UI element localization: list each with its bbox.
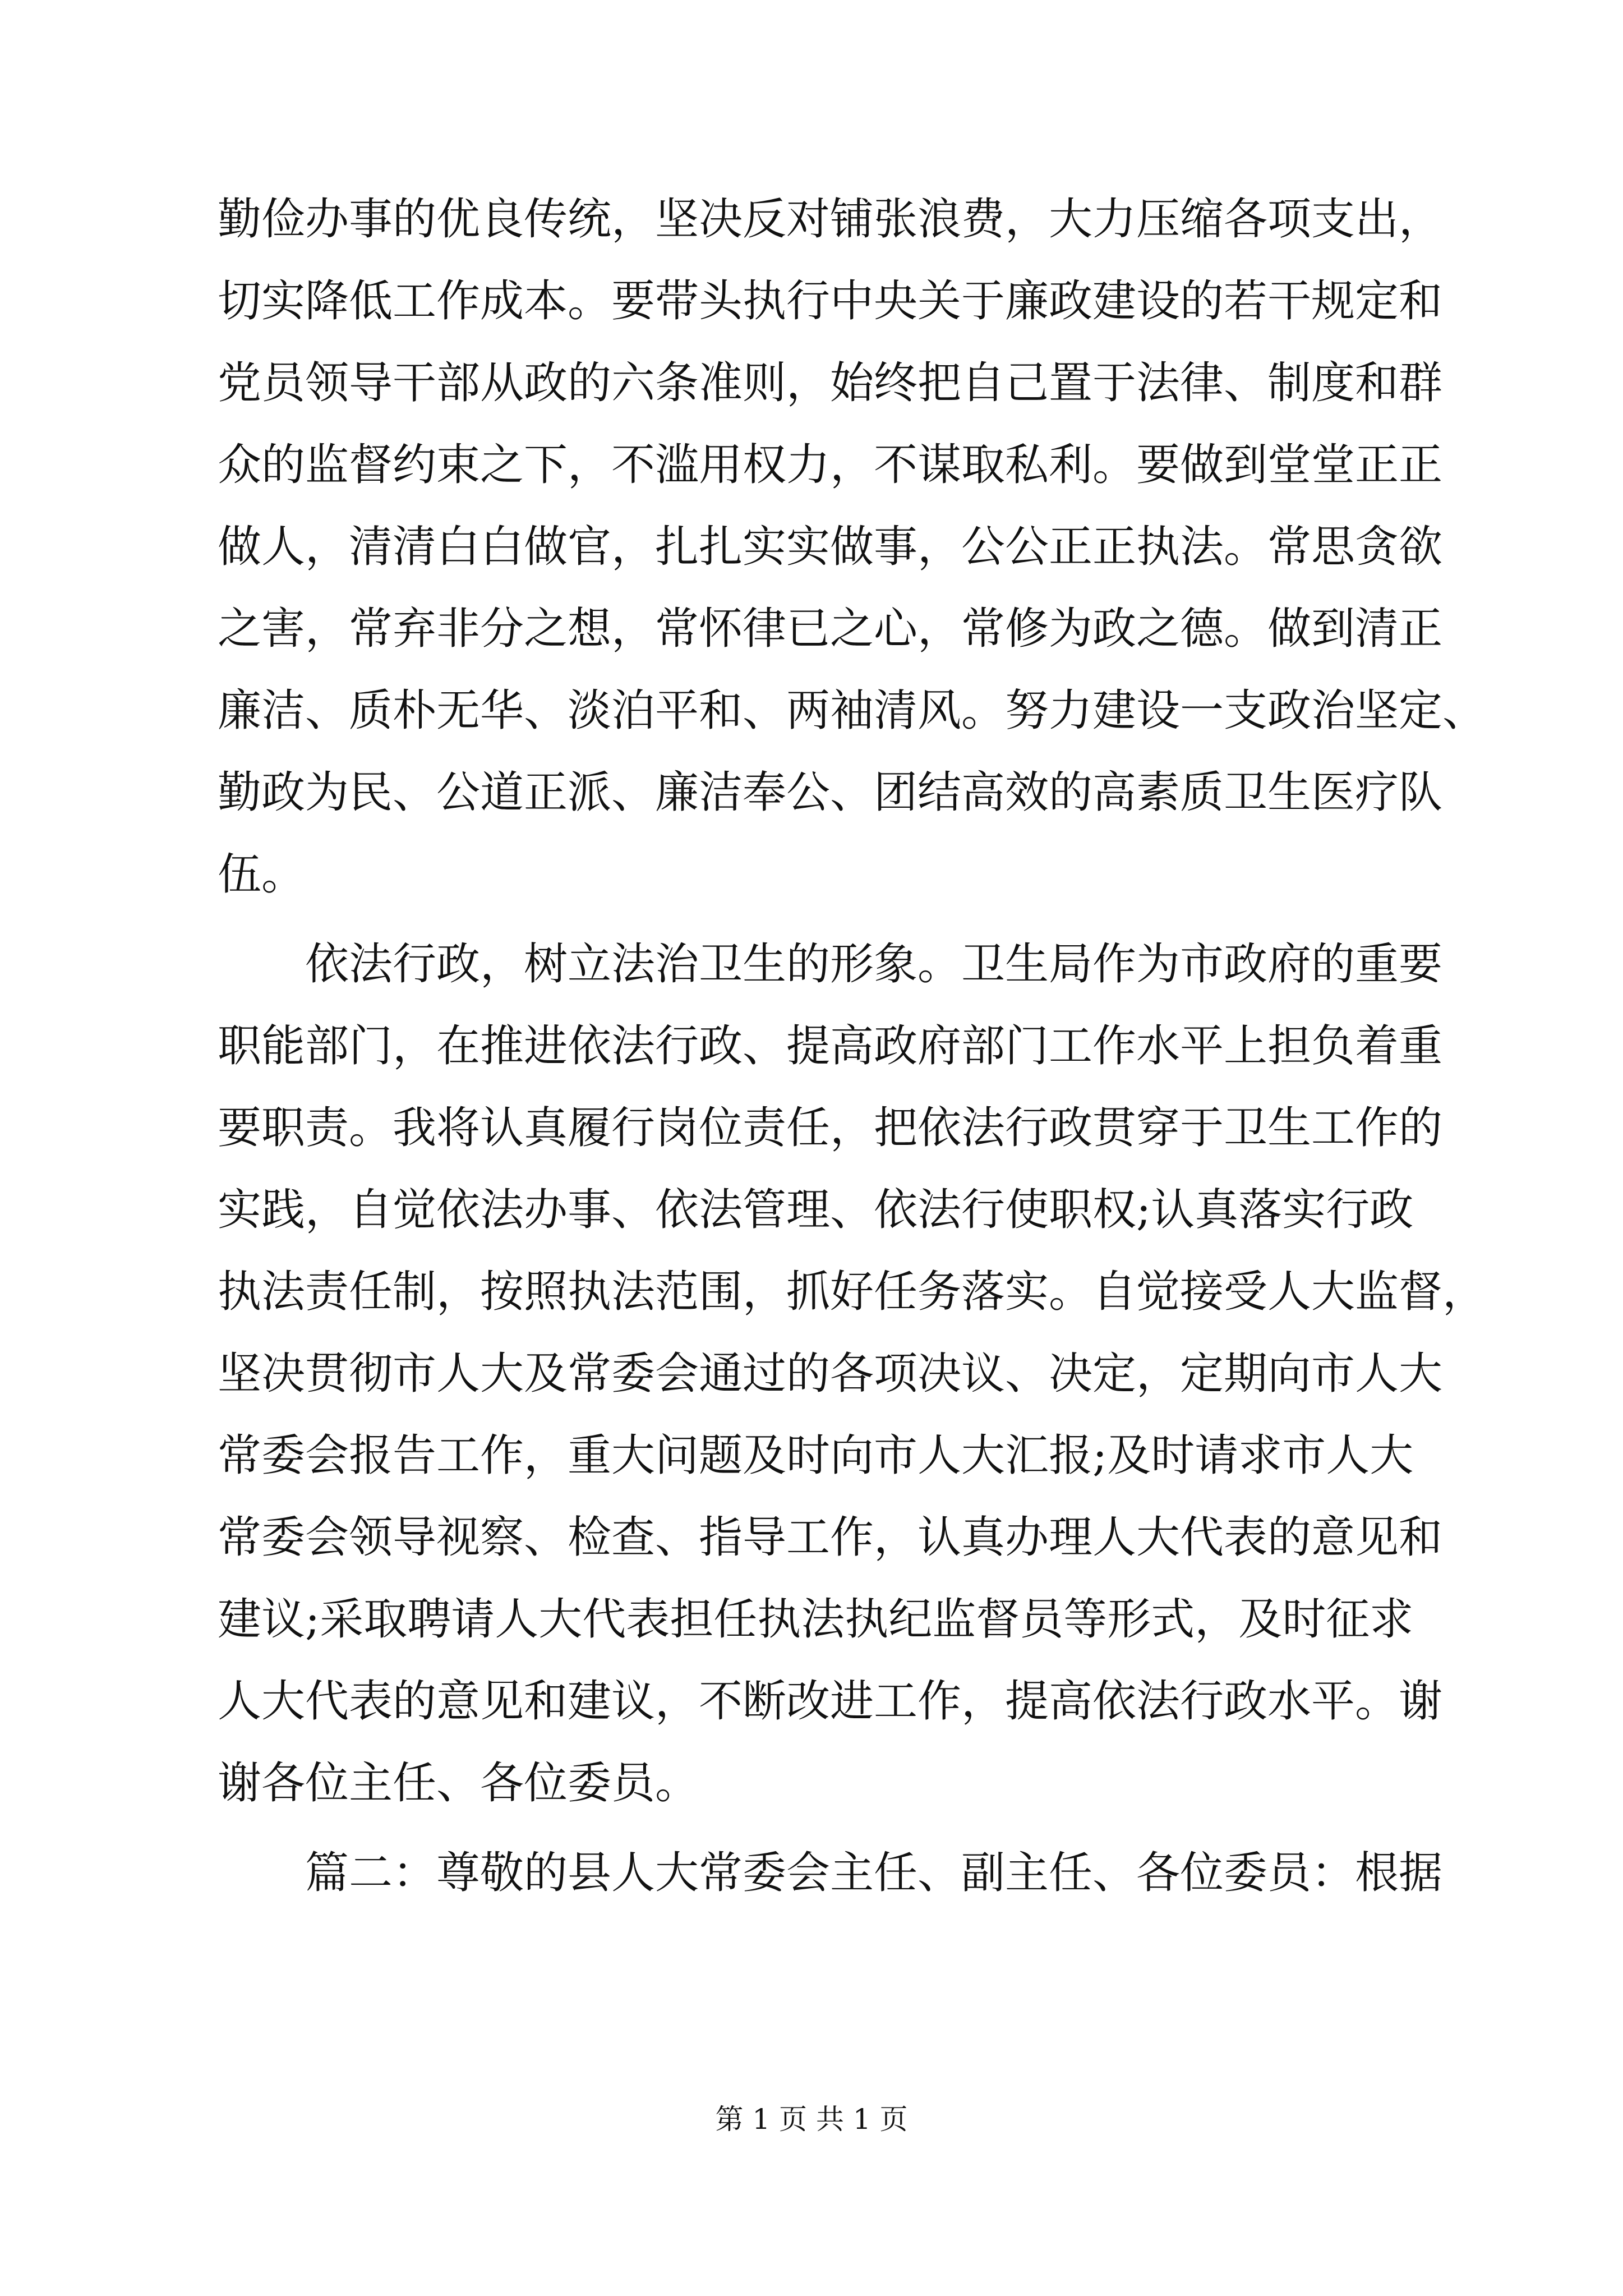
paragraph-spacer: [218, 1824, 1412, 1832]
paragraph-line: 实践，自觉依法办事、依法管理、依法行使职权;认真落实行政: [218, 1185, 1414, 1235]
document-body: [218, 178, 1487, 1914]
paragraph-spacer: [218, 915, 1412, 923]
paragraph-line: 勤政为民、公道正派、廉洁奉公、团结高效的高素质卫生医疗队: [218, 767, 1443, 818]
paragraph-line: 坚决贯彻市人大及常委会通过的各项决议、决定，定期向市人大: [218, 1349, 1443, 1399]
paragraph-line: 切实降低工作成本。要带头执行中央关于廉政建设的若干规定和: [218, 276, 1443, 326]
paragraph-line: 建议;采取聘请人大代表担任执法执纪监督员等形式，及时征求: [218, 1594, 1414, 1645]
paragraph-line: 人大代表的意见和建议，不断改进工作，提高依法行政水平。谢: [218, 1676, 1443, 1727]
paragraph-3: [218, 1832, 1443, 1914]
paragraph-line: 要职责。我将认真履行岗位责任，把依法行政贯穿于卫生工作的: [218, 1103, 1443, 1153]
paragraph-line: 做人，清清白白做官，扎扎实实做事，公公正正执法。常思贪欲: [218, 522, 1443, 572]
paragraph-line: 职能部门，在推进依法行政、提高政府部门工作水平上担负着重: [218, 1021, 1443, 1071]
paragraph-line: 众的监督约束之下，不滥用权力，不谋取私利。要做到堂堂正正: [218, 440, 1443, 490]
paragraph-2: [218, 923, 1487, 1824]
paragraph-1: [218, 178, 1487, 915]
page-number-footer: 第 1 页 共 1 页: [715, 2103, 908, 2136]
paragraph-first-line: 依法行政，树立法治卫生的形象。卫生局作为市政府的重要: [305, 939, 1443, 990]
paragraph-line: 勤俭办事的优良传统，坚决反对铺张浪费，大力压缩各项支出，: [218, 194, 1443, 245]
paragraph-line: 谢各位主任、各位委员。: [218, 1758, 699, 1809]
paragraph-first-line: 篇二：尊敬的县人大常委会主任、副主任、各位委员：根据: [305, 1848, 1443, 1898]
paragraph-line: 之害，常弃非分之想，常怀律已之心，常修为政之德。做到清正: [218, 604, 1443, 654]
paragraph-line: 伍。: [218, 849, 306, 900]
paragraph-line: 常委会报告工作，重大问题及时向市人大汇报;及时请求市人大: [218, 1430, 1414, 1481]
paragraph-line: 常委会领导视察、检查、指导工作，认真办理人大代表的意见和: [218, 1512, 1443, 1563]
paragraph-line: 党员领导干部从政的六条准则，始终把自己置于法律、制度和群: [218, 358, 1443, 408]
paragraph-line: 廉洁、质朴无华、淡泊平和、两袖清风。努力建设一支政治坚定、: [218, 685, 1487, 736]
paragraph-line: 执法责任制，按照执法范围，抓好任务落实。自觉接受人大监督，: [218, 1267, 1487, 1317]
